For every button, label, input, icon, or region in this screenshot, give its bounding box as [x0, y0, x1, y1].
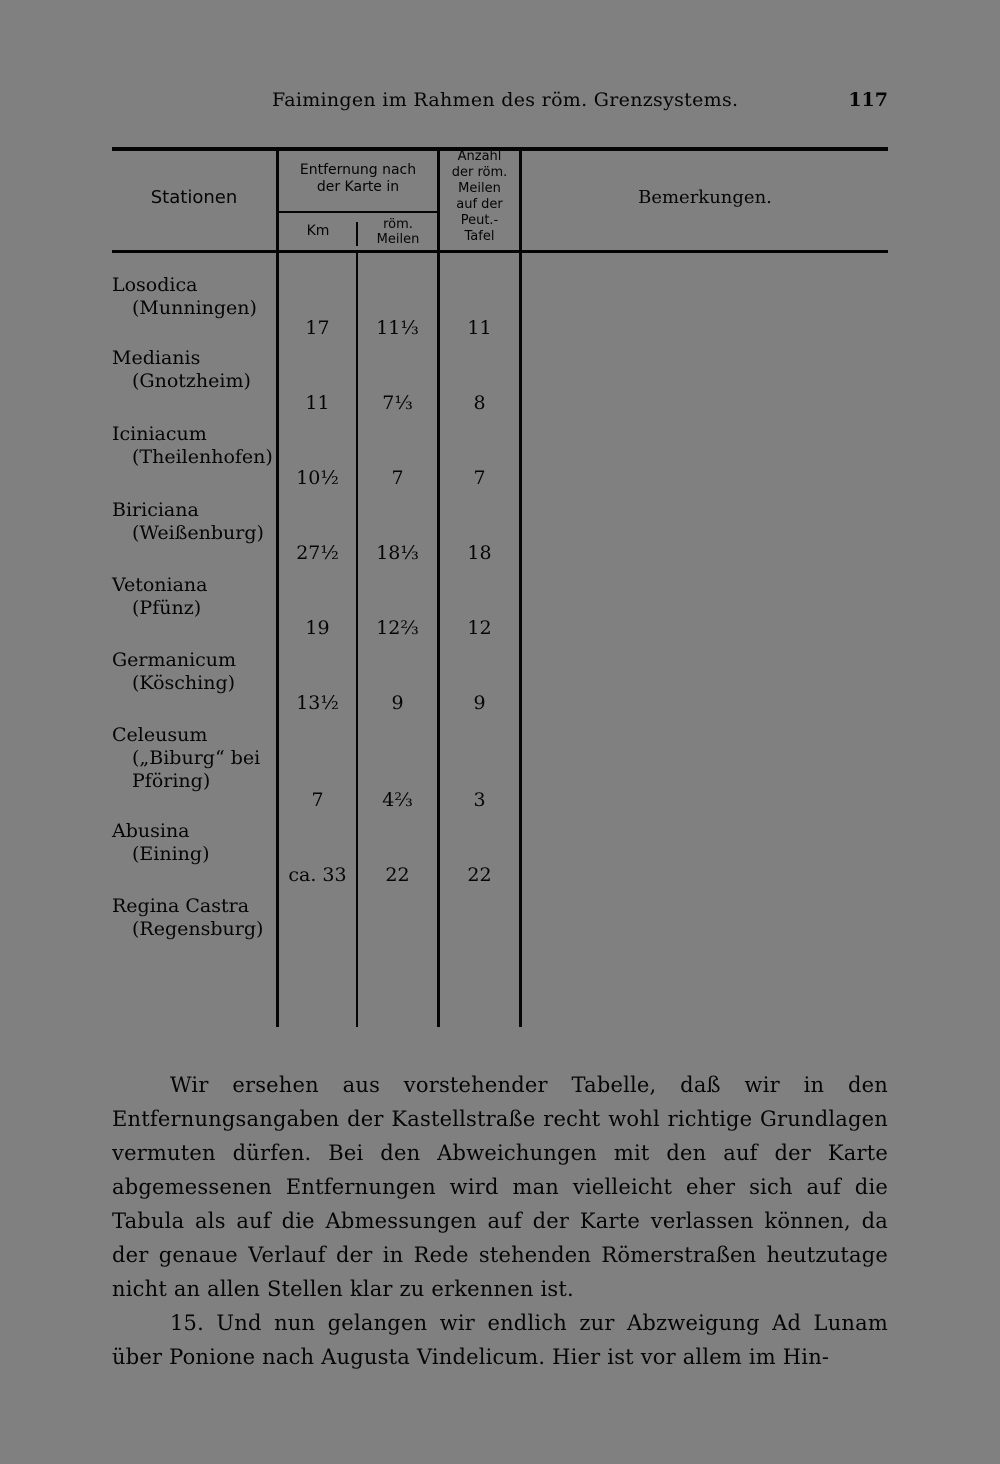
header-roem-line: röm. [383, 217, 413, 232]
station-modern-name: (Eining) [132, 843, 210, 865]
station-entry [112, 895, 276, 941]
peut-value: 7 [473, 467, 486, 489]
body-text [112, 1068, 888, 1374]
meilen-value: 11⅓ [376, 317, 419, 339]
header-entfernung-line: der Karte in [316, 179, 400, 195]
meilen-value: 9 [391, 692, 404, 714]
peut-value: 11 [467, 317, 492, 339]
header-anzahl [440, 149, 519, 245]
station-entry [112, 649, 276, 695]
header-stationen: Stationen [150, 187, 238, 208]
running-header [272, 89, 888, 115]
station-name: Vetoniana [112, 574, 208, 596]
station-entry [112, 574, 276, 620]
station-name: Iciniacum [112, 423, 207, 445]
header-entfernung [280, 162, 436, 196]
station-entry [112, 347, 276, 393]
header-km: Km [306, 223, 330, 239]
meilen-value: 22 [385, 864, 410, 886]
subheader-rule [279, 211, 437, 213]
station-modern-name: (Kösching) [132, 672, 236, 694]
peut-value: 12 [467, 617, 492, 639]
running-title: Faimingen im Rahmen des röm. Grenzsystems. [272, 89, 739, 111]
page-number: 117 [848, 89, 888, 111]
header-anzahl-line: der röm. [451, 165, 508, 180]
column-divider [519, 151, 522, 1027]
table-header-rule [112, 250, 888, 253]
column-divider [437, 151, 440, 1027]
km-value: ca. 33 [288, 864, 347, 886]
station-modern-name: (Regensburg) [132, 918, 264, 940]
station-entry [112, 724, 276, 793]
header-anzahl-line: Meilen [458, 181, 501, 196]
peut-value: 18 [467, 542, 492, 564]
station-name: Regina Castra [112, 895, 250, 917]
station-modern-name: (Pfünz) [132, 597, 202, 619]
station-name: Celeusum [112, 724, 208, 746]
column-divider [356, 222, 358, 246]
station-entry [112, 423, 276, 469]
km-value: 19 [305, 617, 330, 639]
station-modern-name: (Weißenburg) [132, 522, 264, 544]
meilen-value: 4⅔ [382, 789, 413, 811]
meilen-value: 7 [391, 467, 404, 489]
meilen-value: 12⅔ [376, 617, 419, 639]
station-name: Germanicum [112, 649, 237, 671]
station-modern-name: (Munningen) [132, 297, 257, 319]
station-name: Losodica [112, 274, 198, 296]
station-entry [112, 499, 276, 545]
header-anzahl-line: Tafel [464, 229, 495, 244]
peut-value: 9 [473, 692, 486, 714]
meilen-value: 7⅓ [382, 392, 413, 414]
header-entfernung-line: Entfernung nach [299, 162, 417, 178]
peut-value: 22 [467, 864, 492, 886]
peut-value: 3 [473, 789, 486, 811]
station-modern-name: (Theilenhofen) [132, 446, 273, 468]
header-roem-meilen [359, 217, 437, 247]
km-value: 10½ [296, 467, 339, 489]
meilen-value: 18⅓ [376, 542, 419, 564]
station-modern-name: („Biburg“ bei [132, 747, 261, 769]
station-entry [112, 820, 276, 866]
peut-value: 8 [473, 392, 486, 414]
header-anzahl-line: Peut.- [460, 213, 499, 228]
station-name: Medianis [112, 347, 201, 369]
column-divider [276, 151, 279, 1027]
paragraph: 15. Und nun gelangen wir endlich zur Abzweigung Ad Lunam über Ponione nach Augusta Vindelicum. Hier ist vor allem im Hin- [112, 1311, 888, 1369]
stations-table [112, 147, 888, 1027]
station-name: Biriciana [112, 499, 199, 521]
header-bemerkungen: Bemerkungen. [638, 187, 772, 208]
paragraph: Wir ersehen aus vorstehender Tabelle, daß wir in den Entfernungsangaben der Kastellstraße recht wohl richtige Grundlagen vermuten dürfen. Bei den Abweichungen mit den auf der Karte abgemessenen Entfernungen wird man vielleicht eher sich auf die Tabula als auf die Abmessungen auf der Karte verlassen können, da der genaue Verlauf der in Rede stehenden Römerstraßen heutzutage nicht an allen Stellen klar zu erkennen ist. [112, 1073, 888, 1301]
station-modern-name: Pföring) [132, 770, 211, 792]
header-anzahl-line: auf der [456, 197, 503, 212]
header-anzahl-line: Anzahl [457, 149, 502, 164]
km-value: 7 [311, 789, 324, 811]
km-value: 13½ [296, 692, 339, 714]
column-divider [356, 253, 358, 1027]
header-roem-line: Meilen [376, 232, 420, 247]
station-modern-name: (Gnotzheim) [132, 370, 251, 392]
km-value: 17 [305, 317, 330, 339]
km-value: 27½ [296, 542, 339, 564]
km-value: 11 [305, 392, 330, 414]
station-name: Abusina [112, 820, 190, 842]
station-entry [112, 274, 276, 320]
